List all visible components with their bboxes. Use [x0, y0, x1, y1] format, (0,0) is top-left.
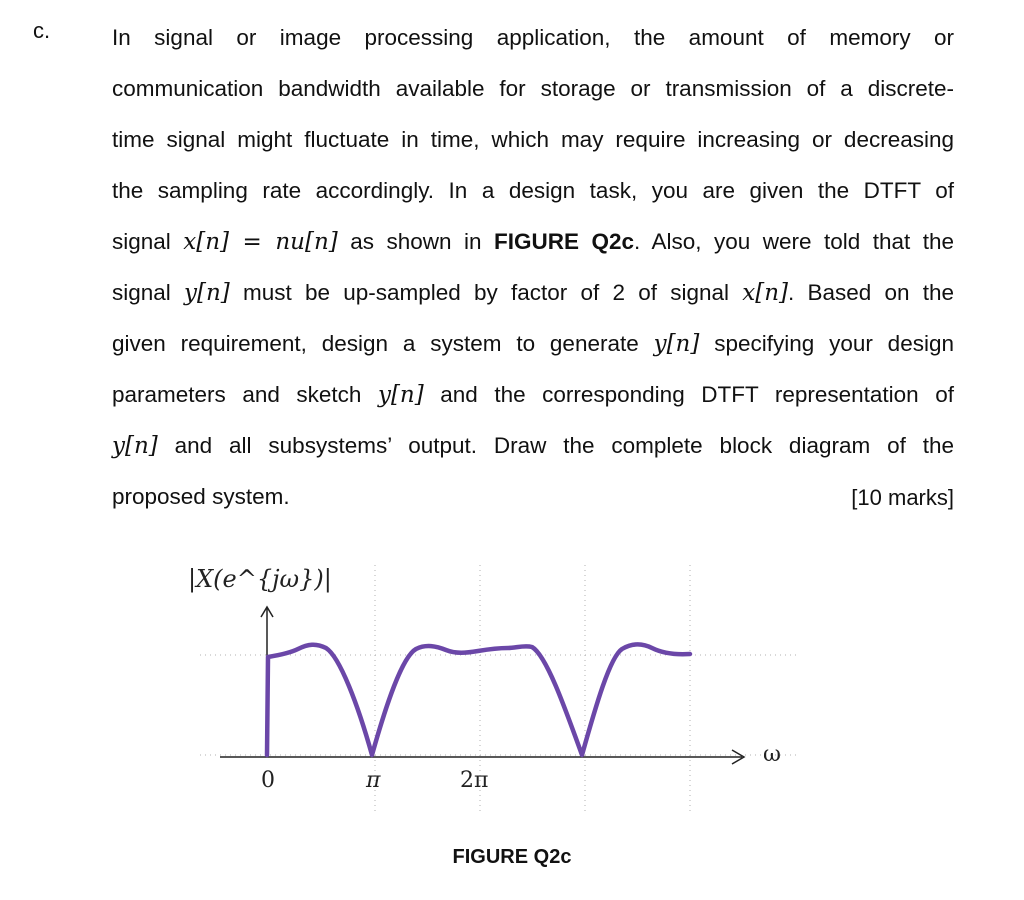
question-line-9: [112, 420, 954, 471]
marks-label: [10 marks]: [851, 485, 954, 510]
math-y-n: y[n]: [184, 280, 230, 306]
text-signal-2: signal: [112, 280, 171, 305]
question-line-6: [112, 267, 954, 318]
tick-label-2pi: 2π: [460, 768, 489, 793]
tick-label-0: 0: [261, 768, 275, 793]
question-label: c.: [33, 18, 51, 43]
text-signal: signal: [112, 229, 171, 254]
math-x-n: x[n]: [742, 280, 788, 306]
dotted-grid: [200, 565, 800, 815]
question-line-4: the sampling rate accordingly. In a design task, you are given the DTFT of: [112, 178, 954, 203]
text-upsampled: must be up-sampled by factor of 2 of signal: [243, 280, 730, 305]
dtft-magnitude-curve: [267, 644, 690, 755]
math-y-n-2: y[n]: [653, 331, 700, 357]
question-line-5: [112, 216, 954, 267]
figure-caption: FIGURE Q2c: [452, 846, 572, 868]
question-line-10: proposed system.: [112, 484, 290, 509]
text-specifying: specifying your design: [714, 331, 954, 356]
question-line-3: time signal might fluctuate in time, which may require increasing or decreasing: [112, 127, 954, 152]
question-line-8: [112, 369, 954, 420]
y-axis-label: |X(e^{jω})|: [188, 565, 332, 593]
question-line-1: In signal or image processing application, the amount of memory or: [112, 25, 954, 50]
dtft-figure: [170, 545, 820, 815]
text-as-shown: as shown in: [350, 229, 482, 254]
text-also-told: . Also, you were told that the: [634, 229, 954, 254]
x-axis-label: ω: [763, 742, 781, 767]
text-corresponding: and the corresponding DTFT representation of: [440, 382, 954, 407]
tick-label-pi: π: [366, 768, 381, 793]
question-line-2: communication bandwidth available for storage or transmission of a discrete-: [112, 76, 954, 101]
question-line-7: [112, 318, 954, 369]
text-parameters: parameters and sketch: [112, 382, 362, 407]
question-text: [112, 12, 954, 522]
math-y-n-3: y[n]: [377, 382, 424, 408]
text-based-on: . Based on the: [787, 280, 954, 305]
text-given-requirement: given requirement, design a system to generate: [112, 331, 639, 356]
math-x-equals-nun: x[n] = nu[n]: [183, 229, 338, 255]
figure-reference: FIGURE Q2c: [493, 229, 634, 254]
text-subsystems: and all subsystems’ output. Draw the complete block diagram of the: [174, 433, 954, 458]
math-y-n-4: y[n]: [112, 433, 158, 459]
